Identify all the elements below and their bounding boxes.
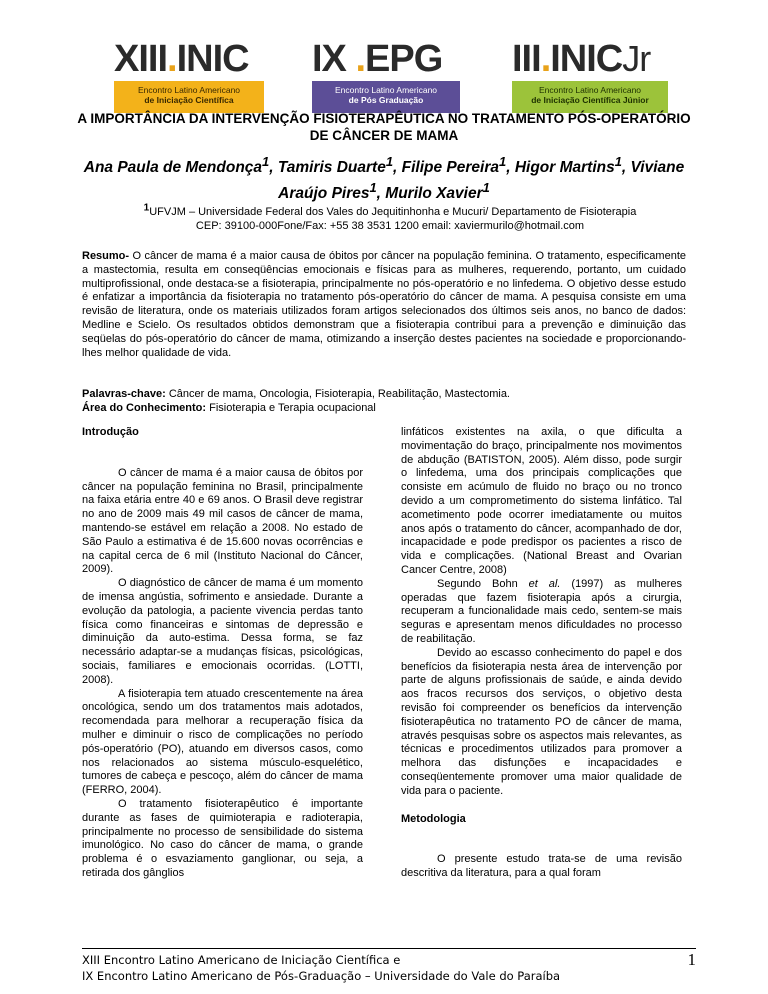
author-name: Viviane Araújo Pires	[278, 159, 685, 203]
right-column	[401, 426, 682, 881]
inic-logo-line2: de Iniciação Científica	[144, 95, 234, 105]
author-name: Ana Paula de Mendonça	[83, 159, 263, 177]
inic-jr-logo-mark	[512, 40, 668, 78]
paper-title: A IMPORTÂNCIA DA INTERVENÇÃO FISIOTERAPÊUTICA NO TRATAMENTO PÓS-OPERATÓRIO DE CÂNCER DE MAMA	[77, 111, 691, 143]
affiliation-institution	[70, 202, 710, 219]
author-list: Ana Paula de Mendonça$^1$, Tamiris Duarte$^1$, Filipe Pereira$^1$, Higor Martins$^1$, Viviane Araújo Pires$^1$, Murilo Xavier$^1$	[83, 154, 685, 203]
abstract-label: Resumo-	[82, 250, 130, 262]
abstract-text: O câncer de mama é a maior causa de óbitos por câncer na população feminina. O tratamento, especificamente a mastectomia, resulta em conseqüências emocionais e físicas para as mulheres, requerendo, portanto, um cuidado multiprofissional, onde destaca-se a fisioterapia, principalmente no pós-operatório e no linfedema. O objetivo desse estudo é enfatizar a importância da fisioterapia no tratamento pós-operatório do câncer de mama. A pesquisa consiste em uma revisão de literatura, onde os materiais utilizados foram artigos selecionados dos últimos seis anos, no banco de dados: Medline e Scielo. Os resultados obtidos demonstram que a fisioterapia contribui para a prevenção e diminuição das seqüelas do pós-operatório do câncer de mama, otimizando a inserção destes pacientes na sociedade e proporcionando-lhes melhor qualidade de vida.	[82, 250, 686, 359]
epg-logo-accent: .	[355, 38, 366, 80]
epg-logo-banner	[312, 81, 460, 113]
author-affiliation-mark: 1	[499, 154, 507, 169]
affiliation-line1: UFVJM – Universidade Federal dos Vales do Jequitinhonha e Mucuri/ Departamento de Fisioterapia	[149, 206, 637, 218]
epg-logo-acronym: EPG	[365, 38, 443, 80]
author-name: Filipe Pereira	[401, 159, 499, 177]
footer-rule	[82, 948, 696, 949]
epg-logo-line1: Encontro Latino Americano	[334, 85, 438, 95]
paragraph-text: (1997) as mulheres operadas que fazem fisioterapia após a cirurgia, recuperam a funcionalidade mais cedo, sentem-se mais seguras e apresentam menos dificuldades no processo de reabilitação.	[401, 577, 682, 645]
left-column	[82, 426, 363, 881]
paragraph: A fisioterapia tem atuado crescentemente na área oncológica, sendo um dos tratamentos mais adotados, recomendada para melhorar a recuperação física da mulher e diminuir o risco de complicações no período pós-operatório (PO), atuando em diversos casos, como nos relacionados ao sistema músculo-esquelético, tumores de cabeça e pescoço, além do câncer de mama (FERRO, 2004).	[82, 687, 363, 797]
keywords-label: Palavras-chave:	[82, 388, 166, 400]
author-name: Higor Martins	[514, 159, 615, 177]
paragraph: O câncer de mama é a maior causa de óbitos por câncer na população feminina no Brasil, principalmente na faixa etária entre 40 e 69 anos. O Brasil deve registrar no ano de 2009 mais 49 mil casos de câncer de mama, mantendo-se estável em relação a 2008. No estado de São Paulo a estimativa é de 15.600 novas ocorrências e na capital cerca de 6 mil (Instituto Nacional do Câncer, 2009).	[82, 466, 363, 576]
paragraph: O diagnóstico de câncer de mama é um momento de imensa angústia, sofrimento e ansiedade. Durante a evolução da patologia, a paciente vivencia perdas tanto física como financeiras e sintomas de depressão e diminuição da auto-estima. Dessa forma, se faz necessário adaptar-se a mudanças físicas, psicológicas, sociais, familiares e emocionais ocorridas. (LOTTI, 2008).	[82, 577, 363, 686]
knowledge-area-text: Fisioterapia e Terapia ocupacional	[206, 401, 376, 414]
epg-logo	[312, 40, 460, 113]
abstract	[82, 250, 686, 360]
knowledge-area	[82, 402, 686, 416]
footer-line2: IX Encontro Latino Americano de Pós-Graduação – Universidade do Vale do Paraíba	[82, 969, 561, 983]
inic-logo-roman: XIII	[114, 38, 168, 80]
keywords-text: Câncer de mama, Oncologia, Fisioterapia, Reabilitação, Mastectomia.	[165, 388, 510, 400]
inic-logo-accent: .	[167, 38, 177, 80]
affiliation-mark: 1	[143, 202, 150, 214]
section-heading-introducao: Introdução	[82, 426, 139, 438]
affiliation-contact: CEP: 39100-000Fone/Fax: +55 38 3531 1200 email: xaviermurilo@hotmail.com	[195, 220, 585, 232]
paragraph: O presente estudo trata-se de uma revisão descritiva da literatura, para a qual foram	[401, 853, 682, 880]
author-affiliation-mark: 1	[369, 180, 377, 196]
inic-jr-logo-roman: III	[512, 38, 541, 80]
footer	[82, 952, 602, 984]
page-number: 1	[687, 950, 696, 969]
footer-line1: XIII Encontro Latino Americano de Iniciação Científica e	[82, 953, 401, 967]
inic-jr-logo-suffix: Jr	[622, 38, 651, 79]
epg-logo-roman: IX	[312, 38, 346, 80]
paragraph	[401, 578, 682, 647]
inic-logo-banner	[114, 81, 264, 113]
author-affiliation-mark: 1	[262, 154, 270, 169]
affiliation	[70, 202, 710, 233]
paragraph: linfáticos existentes na axila, o que dificulta a movimentação do braço, principalmente nos movimentos de abdução (BATISTON, 2005). Além disso, pode surgir o linfedema, uma dos principais complicações que consiste em acúmulo de fluido no braço ou no tronco devido a um comprometimento do sistema linfático. Tal acometimento pode ocorrer imediatamente ou muitos anos após o tratamento do câncer, acompanhado de dor, incapacidade e pode predispor os pacientes a risco de vida e complicações. (National Breast and Ovarian Cancer Centre, 2008)	[401, 426, 682, 576]
inic-jr-logo-accent: .	[540, 38, 551, 80]
inic-jr-logo	[512, 40, 668, 113]
paragraph: Devido ao escasso conhecimento do papel e dos benefícios da fisioterapia nesta área de intervenção por parte de alguns profissionais de saúde, e ainda devido aos fracos recursos dos serviços, o objetivo desta revisão foi compreender os benefícios da intervenção fisioterapêutica no tratamento PO de câncer de mama, através pesquisas sobre os aspectos mais relevantes, as técnicas e procedimentos utilizados para promover a melhora das disfunções e incapacidades e conseqüentemente promover uma maior qualidade de vida para o paciente.	[401, 646, 682, 797]
section-heading-metodologia: Metodologia	[401, 812, 466, 825]
paragraph: O tratamento fisioterapêutico é importante durante as fases de quimioterapia e radioterapia, principalmente no processo de sensibilidade do sistema imunológico. No caso do câncer de mama, o grande problema é o esvaziamento ganglionar, ou seja, a retirada dos gânglios	[82, 797, 363, 879]
inic-logo-mark	[114, 40, 264, 78]
inic-logo-acronym: INIC	[176, 38, 249, 80]
epg-logo-line2: de Pós Graduação	[348, 95, 424, 105]
inic-jr-logo-line2: de Iniciação Científica Júnior	[531, 95, 649, 105]
inic-jr-logo-banner	[512, 81, 668, 113]
author-affiliation-mark: 1	[385, 154, 394, 169]
keywords	[82, 388, 686, 402]
inic-jr-logo-line1: Encontro Latino Americano	[538, 85, 642, 95]
inic-logo	[114, 40, 264, 113]
knowledge-area-label: Área do Conhecimento:	[82, 401, 207, 414]
author-name: Murilo Xavier	[385, 185, 483, 203]
paragraph-text: Segundo Bohn	[437, 577, 529, 590]
author-affiliation-mark: 1	[482, 180, 490, 196]
keywords-block	[82, 388, 686, 416]
inic-logo-line1: Encontro Latino Americano	[137, 85, 241, 95]
epg-logo-mark	[312, 40, 460, 78]
paragraph-emphasis: et al.	[528, 577, 561, 590]
author-name: Tamiris Duarte	[277, 159, 386, 177]
author-affiliation-mark: 1	[614, 154, 622, 169]
inic-jr-logo-acronym: INIC	[550, 38, 623, 80]
